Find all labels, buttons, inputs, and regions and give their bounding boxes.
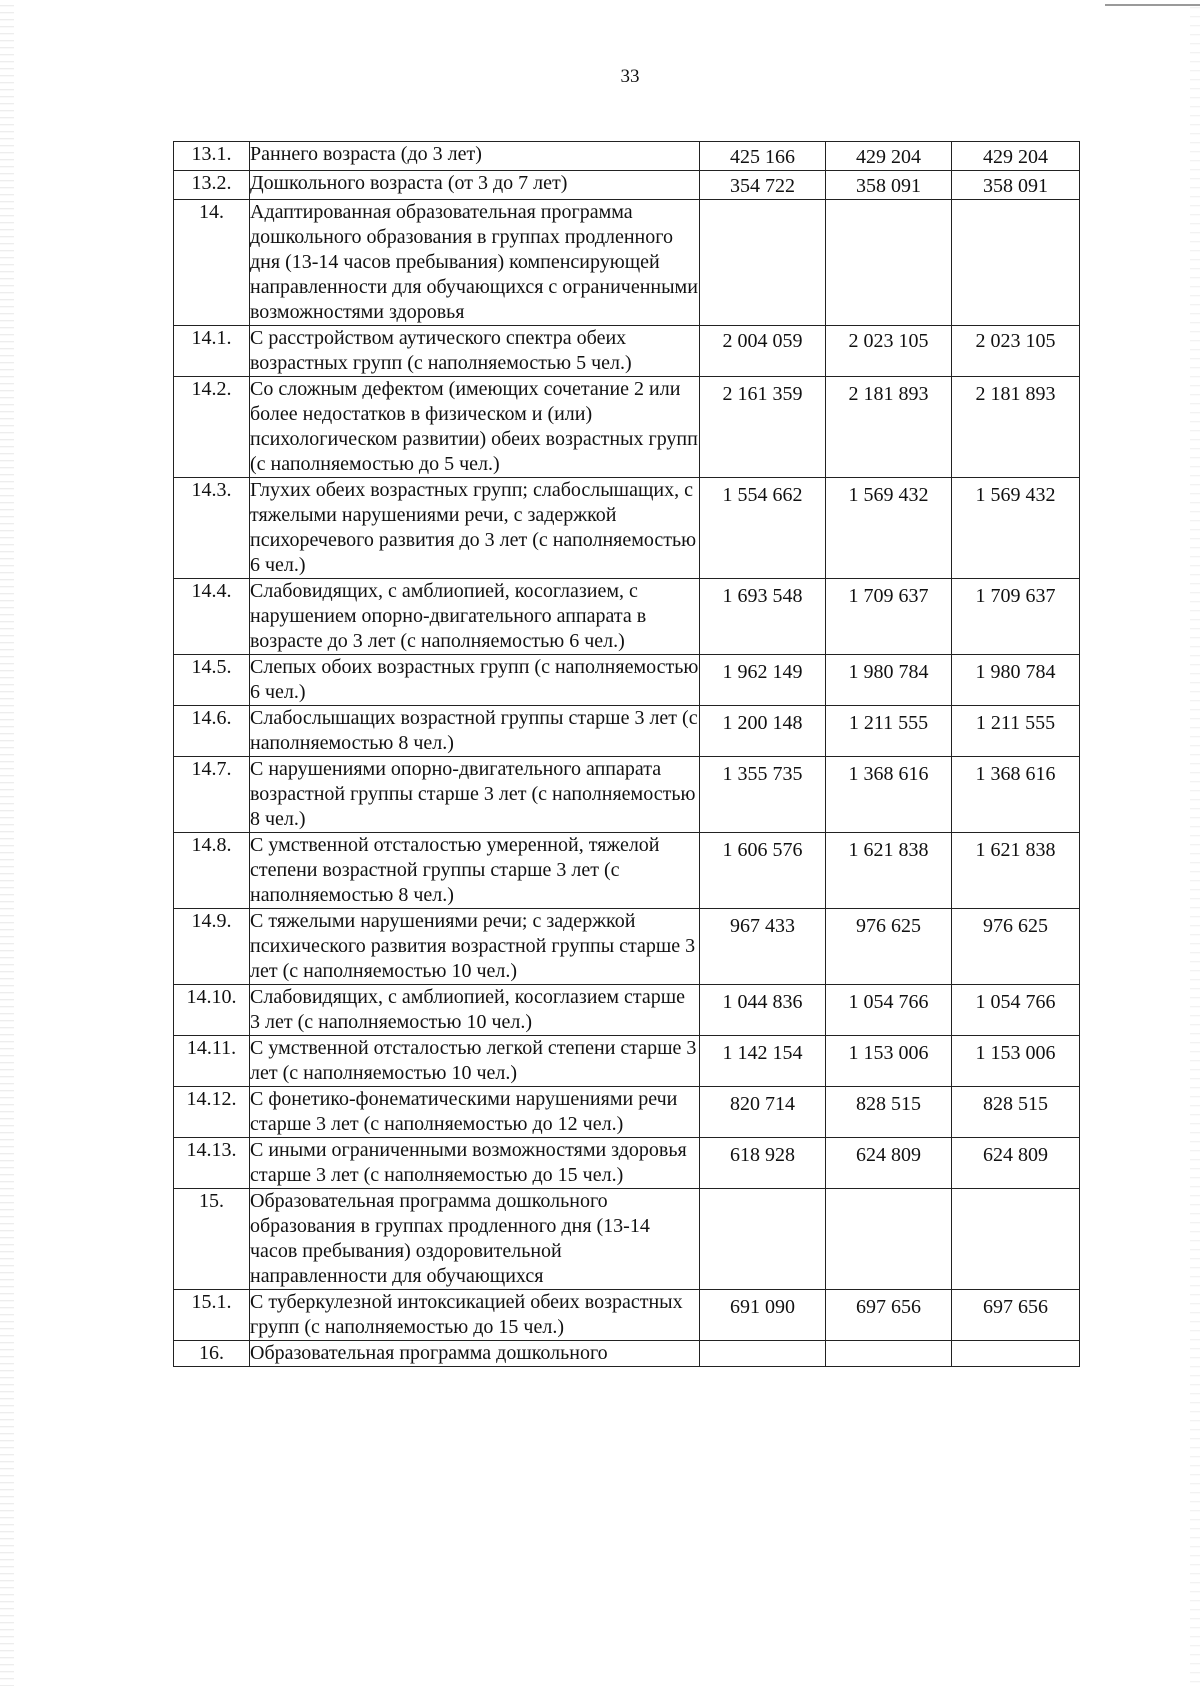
table-row	[174, 706, 1080, 757]
value-col-3: 1 211 555	[952, 706, 1080, 757]
value-col-1: 967 433	[700, 909, 826, 985]
table-row	[174, 200, 1080, 326]
row-description: С иными ограниченными возможностями здоровья старше 3 лет (с наполняемостью до 15 чел.)	[250, 1138, 700, 1189]
value-col-3	[952, 200, 1080, 326]
value-col-1	[700, 200, 826, 326]
value-col-3: 1 621 838	[952, 833, 1080, 909]
table-row	[174, 478, 1080, 579]
value-col-3: 1 054 766	[952, 985, 1080, 1036]
table-row	[174, 909, 1080, 985]
value-col-2	[826, 1189, 952, 1290]
row-description: Глухих обеих возрастных групп; слабослышащих, с тяжелыми нарушениями речи, с задержкой психоречевого развития до 3 лет (с наполняемостью 6 чел.)	[250, 478, 700, 579]
row-description: Слепых обоих возрастных групп (с наполняемостью 6 чел.)	[250, 655, 700, 706]
value-col-2: 828 515	[826, 1087, 952, 1138]
value-col-1: 2 161 359	[700, 377, 826, 478]
value-col-1	[700, 1189, 826, 1290]
value-col-3: 2 023 105	[952, 326, 1080, 377]
value-col-2	[826, 200, 952, 326]
value-col-2	[826, 1341, 952, 1367]
value-col-3: 1 569 432	[952, 478, 1080, 579]
value-col-1: 691 090	[700, 1290, 826, 1341]
value-col-2: 624 809	[826, 1138, 952, 1189]
row-description: С тяжелыми нарушениями речи; с задержкой психического развития возрастной группы старше 3 лет (с наполняемостью 10 чел.)	[250, 909, 700, 985]
table-row	[174, 1290, 1080, 1341]
value-col-3: 358 091	[952, 171, 1080, 200]
value-col-1: 1 962 149	[700, 655, 826, 706]
value-col-1: 1 200 148	[700, 706, 826, 757]
value-col-2: 429 204	[826, 142, 952, 171]
value-col-1: 425 166	[700, 142, 826, 171]
row-description: Со сложным дефектом (имеющих сочетание 2 или более недостатков в физическом и (или) психологическом развитии) обеих возрастных групп (с наполняемостью до 5 чел.)	[250, 377, 700, 478]
table-row	[174, 757, 1080, 833]
row-number: 14.4.	[174, 579, 250, 655]
scan-edge-left	[0, 0, 14, 1686]
row-number: 13.1.	[174, 142, 250, 171]
value-col-3: 828 515	[952, 1087, 1080, 1138]
row-description: Дошкольного возраста (от 3 до 7 лет)	[250, 171, 700, 200]
row-description: С туберкулезной интоксикацией обеих возрастных групп (с наполняемостью до 15 чел.)	[250, 1290, 700, 1341]
row-description: С нарушениями опорно-двигательного аппарата возрастной группы старше 3 лет (с наполняемостью 8 чел.)	[250, 757, 700, 833]
value-col-2: 1 980 784	[826, 655, 952, 706]
value-col-3	[952, 1341, 1080, 1367]
value-col-3: 2 181 893	[952, 377, 1080, 478]
row-number: 14.6.	[174, 706, 250, 757]
row-description: С фонетико-фонематическими нарушениями речи старше 3 лет (с наполняемостью до 12 чел.)	[250, 1087, 700, 1138]
row-description: Слабовидящих, с амблиопией, косоглазием, с нарушением опорно-двигательного аппарата в возрасте до 3 лет (с наполняемостью 6 чел.)	[250, 579, 700, 655]
value-col-1: 1 142 154	[700, 1036, 826, 1087]
value-col-1: 1 693 548	[700, 579, 826, 655]
value-col-2: 1 054 766	[826, 985, 952, 1036]
table-row	[174, 655, 1080, 706]
value-col-3	[952, 1189, 1080, 1290]
row-description: Образовательная программа дошкольного	[250, 1341, 700, 1367]
row-number: 14.9.	[174, 909, 250, 985]
row-number: 16.	[174, 1341, 250, 1367]
value-col-1: 1 554 662	[700, 478, 826, 579]
table-row	[174, 579, 1080, 655]
row-description: Адаптированная образовательная программа дошкольного образования в группах продленного дня (13-14 часов пребывания) компенсирующей направленности для обучающихся с ограниченными возможностями здоровья	[250, 200, 700, 326]
value-col-2: 976 625	[826, 909, 952, 985]
value-col-1: 618 928	[700, 1138, 826, 1189]
table-row	[174, 1036, 1080, 1087]
table-row	[174, 377, 1080, 478]
row-number: 14.13.	[174, 1138, 250, 1189]
row-number: 14.3.	[174, 478, 250, 579]
value-col-2: 1 368 616	[826, 757, 952, 833]
row-description: С умственной отсталостью легкой степени старше 3 лет (с наполняемостью 10 чел.)	[250, 1036, 700, 1087]
row-number: 13.2.	[174, 171, 250, 200]
value-col-2: 2 181 893	[826, 377, 952, 478]
page-number: 33	[620, 66, 640, 87]
value-col-1: 820 714	[700, 1087, 826, 1138]
table-row	[174, 1189, 1080, 1290]
table-row	[174, 326, 1080, 377]
value-col-2: 1 569 432	[826, 478, 952, 579]
row-description: Слабовидящих, с амблиопией, косоглазием старше 3 лет (с наполняемостью 10 чел.)	[250, 985, 700, 1036]
row-number: 14.	[174, 200, 250, 326]
table-row	[174, 1087, 1080, 1138]
scan-edge-right	[1190, 0, 1200, 1686]
scan-mark-top	[1105, 4, 1200, 6]
row-description: Образовательная программа дошкольного образования в группах продленного дня (13-14 часов пребывания) оздоровительной направленности для обучающихся	[250, 1189, 700, 1290]
tariff-table	[173, 141, 1080, 1367]
table-row	[174, 985, 1080, 1036]
value-col-2: 697 656	[826, 1290, 952, 1341]
table-row	[174, 1138, 1080, 1189]
value-col-1: 2 004 059	[700, 326, 826, 377]
value-col-2: 2 023 105	[826, 326, 952, 377]
table-row	[174, 171, 1080, 200]
value-col-2: 358 091	[826, 171, 952, 200]
table-row	[174, 833, 1080, 909]
value-col-2: 1 153 006	[826, 1036, 952, 1087]
value-col-1: 1 044 836	[700, 985, 826, 1036]
row-number: 14.2.	[174, 377, 250, 478]
value-col-3: 1 368 616	[952, 757, 1080, 833]
row-description: С умственной отсталостью умеренной, тяжелой степени возрастной группы старше 3 лет (с наполняемостью 8 чел.)	[250, 833, 700, 909]
value-col-3: 1 153 006	[952, 1036, 1080, 1087]
row-description: С расстройством аутического спектра обеих возрастных групп (с наполняемостью 5 чел.)	[250, 326, 700, 377]
table-row	[174, 1341, 1080, 1367]
value-col-3: 624 809	[952, 1138, 1080, 1189]
value-col-2: 1 211 555	[826, 706, 952, 757]
value-col-1	[700, 1341, 826, 1367]
row-number: 14.1.	[174, 326, 250, 377]
table-row	[174, 142, 1080, 171]
row-number: 14.10.	[174, 985, 250, 1036]
row-number: 15.	[174, 1189, 250, 1290]
value-col-3: 1 980 784	[952, 655, 1080, 706]
row-number: 15.1.	[174, 1290, 250, 1341]
value-col-2: 1 709 637	[826, 579, 952, 655]
row-number: 14.11.	[174, 1036, 250, 1087]
value-col-3: 697 656	[952, 1290, 1080, 1341]
value-col-2: 1 621 838	[826, 833, 952, 909]
value-col-1: 1 606 576	[700, 833, 826, 909]
value-col-1: 354 722	[700, 171, 826, 200]
row-number: 14.5.	[174, 655, 250, 706]
value-col-3: 1 709 637	[952, 579, 1080, 655]
value-col-3: 976 625	[952, 909, 1080, 985]
value-col-1: 1 355 735	[700, 757, 826, 833]
row-number: 14.8.	[174, 833, 250, 909]
value-col-3: 429 204	[952, 142, 1080, 171]
row-number: 14.12.	[174, 1087, 250, 1138]
row-description: Слабослышащих возрастной группы старше 3 лет (с наполняемостью 8 чел.)	[250, 706, 700, 757]
row-number: 14.7.	[174, 757, 250, 833]
row-description: Раннего возраста (до 3 лет)	[250, 142, 700, 171]
table-body	[174, 142, 1080, 1367]
